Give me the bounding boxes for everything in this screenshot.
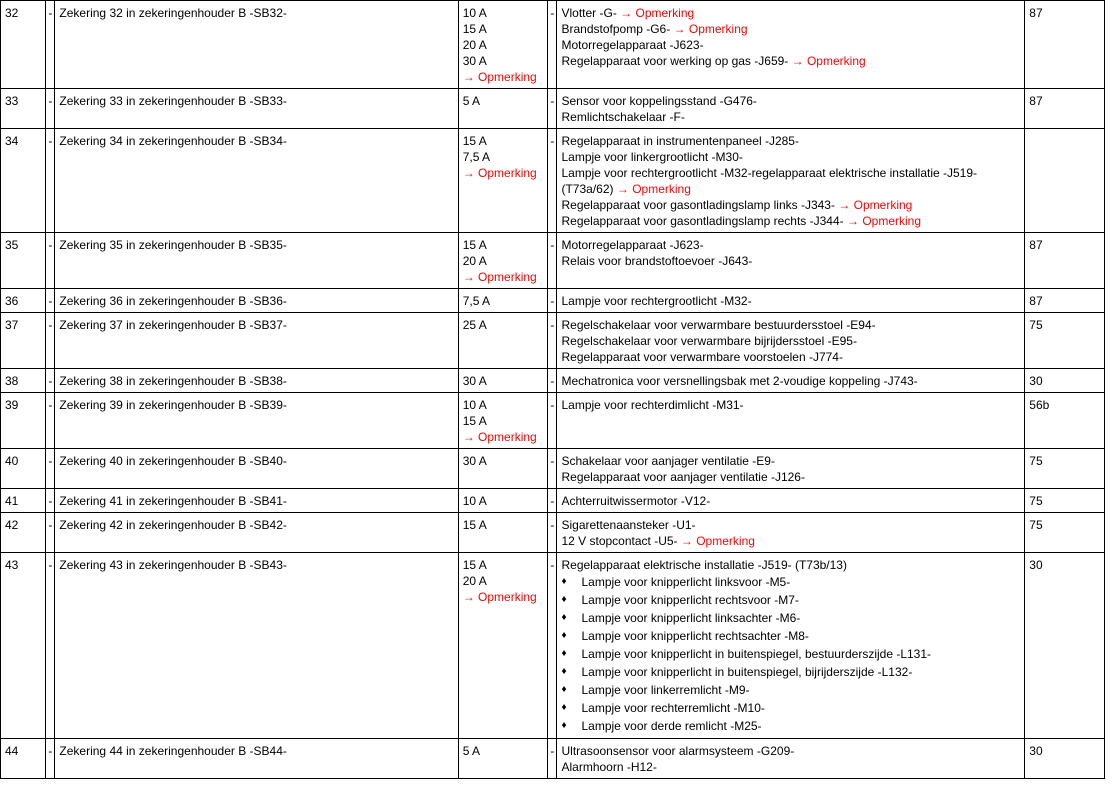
bullet-text: Lampje voor rechterremlicht -M10- [581, 701, 765, 715]
component-bullet-item [561, 699, 1020, 717]
dash-separator: - [46, 449, 55, 489]
component-line [561, 493, 1020, 509]
component-name: Lampje voor rechterdimlicht -M31- [561, 398, 744, 412]
amperage-value: 25 A [462, 318, 487, 332]
bullet-text: Lampje voor knipperlicht rechtsachter -M8- [581, 629, 809, 643]
component-bullet-item [561, 681, 1020, 699]
fuse-number: 32 [1, 1, 46, 89]
dash-separator: - [548, 89, 557, 129]
component-name: Regelapparaat elektrische installatie -J519- (T73b/13) [561, 558, 847, 572]
dash-separator: - [548, 739, 557, 779]
fuse-amperage [458, 233, 548, 289]
terminal-number: 75 [1025, 513, 1105, 553]
fuse-description: Zekering 42 in zekeringenhouder B -SB42- [55, 513, 458, 553]
dash-separator: - [46, 553, 55, 739]
component-name: Sigarettenaansteker -U1- [561, 518, 696, 532]
diamond-icon: ♦ [561, 684, 567, 695]
component-name: Regelapparaat voor gasontladingslamp links -J343- [561, 198, 835, 212]
fuse-components [557, 513, 1025, 553]
component-name: Regelapparaat voor verwarmbare voorstoelen -J774- [561, 350, 843, 364]
component-name: Regelapparaat voor gasontladingslamp rechts -J344- [561, 214, 844, 228]
component-name: (T73a/62) [561, 182, 614, 196]
fuse-description: Zekering 37 in zekeringenhouder B -SB37- [55, 313, 458, 369]
component-name: Regelapparaat in instrumentenpaneel -J285- [561, 134, 799, 148]
component-line [561, 373, 1020, 389]
fuse-amperage [458, 313, 548, 369]
dash-separator: - [46, 289, 55, 313]
fuse-amperage [458, 553, 548, 739]
dash-separator: - [46, 513, 55, 553]
fuse-description: Zekering 32 in zekeringenhouder B -SB32- [55, 1, 458, 89]
component-name: Motorregelapparaat -J623- [561, 38, 704, 52]
component-name: Mechatronica voor versnellingsbak met 2-voudige koppeling -J743- [561, 374, 918, 388]
opmerking-link[interactable]: → Opmerking [462, 430, 537, 444]
terminal-number: 87 [1025, 233, 1105, 289]
dash-separator: - [548, 489, 557, 513]
fuse-description: Zekering 38 in zekeringenhouder B -SB38- [55, 369, 458, 393]
fuse-amperage [458, 89, 548, 129]
component-line [561, 293, 1020, 309]
component-line [561, 397, 1020, 413]
component-name: Vlotter -G- [561, 6, 617, 20]
fuse-amperage [458, 129, 548, 233]
component-line [561, 21, 1020, 37]
terminal-number: 30 [1025, 553, 1105, 739]
amperage-value: 30 A [462, 454, 487, 468]
dash-separator: - [548, 513, 557, 553]
component-line [561, 333, 1020, 349]
component-name: 12 V stopcontact -U5- [561, 534, 678, 548]
amperage-value: 10 A [462, 6, 487, 20]
component-name: Remlichtschakelaar -F- [561, 110, 685, 124]
amperage-value: 20 A [462, 574, 487, 588]
amperage-value: 10 A [462, 494, 487, 508]
amperage-value: 7,5 A [462, 150, 491, 164]
component-line [561, 517, 1020, 533]
component-line [561, 213, 1020, 229]
fuse-amperage [458, 489, 548, 513]
component-name: Schakelaar voor aanjager ventilatie -E9- [561, 454, 775, 468]
dash-separator: - [548, 313, 557, 369]
component-name: Lampje voor rechtergrootlicht -M32- [561, 294, 752, 308]
opmerking-link[interactable]: → Opmerking [616, 182, 691, 196]
component-line [561, 133, 1020, 149]
dash-separator: - [548, 449, 557, 489]
dash-separator: - [46, 393, 55, 449]
fuse-amperage [458, 513, 548, 553]
fuse-row [1, 89, 1105, 129]
fuse-description: Zekering 33 in zekeringenhouder B -SB33- [55, 89, 458, 129]
diamond-icon: ♦ [561, 594, 567, 605]
fuse-components [557, 129, 1025, 233]
fuse-number: 39 [1, 393, 46, 449]
component-bullet-item [561, 717, 1020, 735]
dash-separator: - [46, 489, 55, 513]
amperage-value: 5 A [462, 744, 481, 758]
fuse-amperage [458, 1, 548, 89]
terminal-number: 87 [1025, 289, 1105, 313]
dash-separator: - [46, 233, 55, 289]
fuse-components [557, 369, 1025, 393]
opmerking-link[interactable]: → Opmerking [620, 6, 695, 20]
fuse-amperage [458, 739, 548, 779]
component-name: Regelschakelaar voor verwarmbare bestuurdersstoel -E94- [561, 318, 876, 332]
component-line [561, 759, 1020, 775]
dash-separator: - [548, 553, 557, 739]
fuse-number: 43 [1, 553, 46, 739]
component-line [561, 533, 1020, 549]
fuse-components [557, 449, 1025, 489]
fuse-components [557, 553, 1025, 739]
fuse-components [557, 313, 1025, 369]
component-name: Sensor voor koppelingsstand -G476- [561, 94, 757, 108]
opmerking-link[interactable]: → Opmerking [462, 270, 537, 284]
diamond-icon: ♦ [561, 612, 567, 623]
component-bullet-item [561, 627, 1020, 645]
opmerking-link[interactable]: → Opmerking [462, 166, 537, 180]
amperage-value: 15 A [462, 518, 487, 532]
amperage-value: 10 A [462, 398, 487, 412]
component-line [561, 197, 1020, 213]
fuse-components [557, 739, 1025, 779]
fuse-description: Zekering 34 in zekeringenhouder B -SB34- [55, 129, 458, 233]
fuse-description: Zekering 35 in zekeringenhouder B -SB35- [55, 233, 458, 289]
dash-separator: - [46, 129, 55, 233]
terminal-number: 75 [1025, 449, 1105, 489]
opmerking-link[interactable]: → Opmerking [791, 54, 866, 68]
fuse-row [1, 739, 1105, 779]
dash-separator: - [46, 89, 55, 129]
fuse-components [557, 89, 1025, 129]
component-line [561, 349, 1020, 365]
component-name: Ultrasoonsensor voor alarmsysteem -G209- [561, 744, 795, 758]
fuse-number: 40 [1, 449, 46, 489]
component-bullet-item [561, 645, 1020, 663]
terminal-number: 87 [1025, 1, 1105, 89]
bullet-text: Lampje voor knipperlicht rechtsvoor -M7- [581, 593, 799, 607]
fuse-description: Zekering 39 in zekeringenhouder B -SB39- [55, 393, 458, 449]
fuse-table-body [1, 1, 1105, 779]
fuse-amperage [458, 369, 548, 393]
opmerking-link[interactable]: → Opmerking [680, 534, 755, 548]
fuse-components [557, 289, 1025, 313]
opmerking-link[interactable]: → Opmerking [673, 22, 748, 36]
terminal-number [1025, 129, 1105, 233]
fuse-number: 34 [1, 129, 46, 233]
dash-separator: - [46, 739, 55, 779]
component-line [561, 181, 1020, 197]
opmerking-link[interactable]: → Opmerking [838, 198, 913, 212]
fuse-description: Zekering 40 in zekeringenhouder B -SB40- [55, 449, 458, 489]
amperage-value: 15 A [462, 134, 487, 148]
bullet-text: Lampje voor linkerremlicht -M9- [581, 683, 750, 697]
fuse-row [1, 313, 1105, 369]
component-bullet-item [561, 663, 1020, 681]
diamond-icon: ♦ [561, 576, 567, 587]
fuse-number: 44 [1, 739, 46, 779]
fuse-description: Zekering 36 in zekeringenhouder B -SB36- [55, 289, 458, 313]
amperage-value: 15 A [462, 414, 487, 428]
fuse-row [1, 369, 1105, 393]
fuse-row [1, 553, 1105, 739]
component-line [561, 37, 1020, 53]
component-name: Lampje voor rechtergrootlicht -M32-regelapparaat elektrische installatie -J519- [561, 166, 978, 180]
amperage-value: 20 A [462, 38, 487, 52]
fuse-number: 38 [1, 369, 46, 393]
amperage-value: 15 A [462, 238, 487, 252]
amperage-value: 5 A [462, 94, 481, 108]
bullet-text: Lampje voor knipperlicht in buitenspiegel, bijrijderszijde -L132- [581, 665, 913, 679]
opmerking-link[interactable]: → Opmerking [462, 590, 537, 604]
amperage-value: 30 A [462, 54, 487, 68]
diamond-icon: ♦ [561, 720, 567, 731]
amperage-value: 15 A [462, 22, 487, 36]
component-bullet-item [561, 609, 1020, 627]
component-name: Regelapparaat voor werking op gas -J659- [561, 54, 789, 68]
terminal-number: 56b [1025, 393, 1105, 449]
terminal-number: 75 [1025, 489, 1105, 513]
bullet-text: Lampje voor knipperlicht linksvoor -M5- [581, 575, 791, 589]
component-name: Relais voor brandstoftoevoer -J643- [561, 254, 753, 268]
component-line [561, 5, 1020, 21]
fuse-components [557, 489, 1025, 513]
fuse-row [1, 289, 1105, 313]
fuse-row [1, 1, 1105, 89]
fuse-description: Zekering 44 in zekeringenhouder B -SB44- [55, 739, 458, 779]
terminal-number: 30 [1025, 739, 1105, 779]
bullet-text: Lampje voor knipperlicht in buitenspiegel, bestuurderszijde -L131- [581, 647, 932, 661]
fuse-number: 41 [1, 489, 46, 513]
dash-separator: - [548, 233, 557, 289]
dash-separator: - [548, 129, 557, 233]
component-name: Lampje voor linkergrootlicht -M30- [561, 150, 743, 164]
component-name: Achterruitwissermotor -V12- [561, 494, 711, 508]
component-bullet-item [561, 591, 1020, 609]
dash-separator: - [46, 369, 55, 393]
component-name: Regelschakelaar voor verwarmbare bijrijdersstoel -E95- [561, 334, 857, 348]
component-bullet-item [561, 573, 1020, 591]
component-line [561, 317, 1020, 333]
fuse-number: 33 [1, 89, 46, 129]
fuse-description: Zekering 41 in zekeringenhouder B -SB41- [55, 489, 458, 513]
amperage-value: 15 A [462, 558, 487, 572]
component-name: Regelapparaat voor aanjager ventilatie -J126- [561, 470, 805, 484]
fuse-row [1, 513, 1105, 553]
terminal-number: 87 [1025, 89, 1105, 129]
terminal-number: 30 [1025, 369, 1105, 393]
bullet-text: Lampje voor knipperlicht linksachter -M6- [581, 611, 801, 625]
dash-separator: - [46, 313, 55, 369]
fuse-components [557, 393, 1025, 449]
component-name: Brandstofpomp -G6- [561, 22, 671, 36]
dash-separator: - [548, 289, 557, 313]
fuse-components [557, 1, 1025, 89]
amperage-value: 30 A [462, 374, 487, 388]
fuse-row [1, 129, 1105, 233]
component-line [561, 237, 1020, 253]
dash-separator: - [548, 393, 557, 449]
fuse-amperage [458, 393, 548, 449]
fuse-description: Zekering 43 in zekeringenhouder B -SB43- [55, 553, 458, 739]
terminal-number: 75 [1025, 313, 1105, 369]
fuse-number: 35 [1, 233, 46, 289]
component-line [561, 165, 1020, 181]
fuse-number: 37 [1, 313, 46, 369]
component-name: Motorregelapparaat -J623- [561, 238, 704, 252]
fuse-row [1, 233, 1105, 289]
component-line [561, 453, 1020, 469]
fuse-number: 42 [1, 513, 46, 553]
dash-separator: - [548, 1, 557, 89]
component-name: Alarmhoorn -H12- [561, 760, 657, 774]
component-line [561, 743, 1020, 759]
component-line [561, 109, 1020, 125]
diamond-icon: ♦ [561, 666, 567, 677]
fuse-amperage [458, 289, 548, 313]
opmerking-link[interactable]: → Opmerking [847, 214, 922, 228]
dash-separator: - [46, 1, 55, 89]
component-line [561, 469, 1020, 485]
fuse-row [1, 449, 1105, 489]
component-line [561, 557, 1020, 573]
amperage-value: 7,5 A [462, 294, 491, 308]
opmerking-link[interactable]: → Opmerking [462, 70, 537, 84]
fuse-amperage [458, 449, 548, 489]
diamond-icon: ♦ [561, 630, 567, 641]
amperage-value: 20 A [462, 254, 487, 268]
dash-separator: - [548, 369, 557, 393]
fuse-row [1, 489, 1105, 513]
fuse-number: 36 [1, 289, 46, 313]
component-line [561, 149, 1020, 165]
diamond-icon: ♦ [561, 702, 567, 713]
component-line [561, 253, 1020, 269]
component-line [561, 93, 1020, 109]
diamond-icon: ♦ [561, 648, 567, 659]
fuse-row [1, 393, 1105, 449]
fuse-components [557, 233, 1025, 289]
component-line [561, 53, 1020, 69]
bullet-text: Lampje voor derde remlicht -M25- [581, 719, 762, 733]
